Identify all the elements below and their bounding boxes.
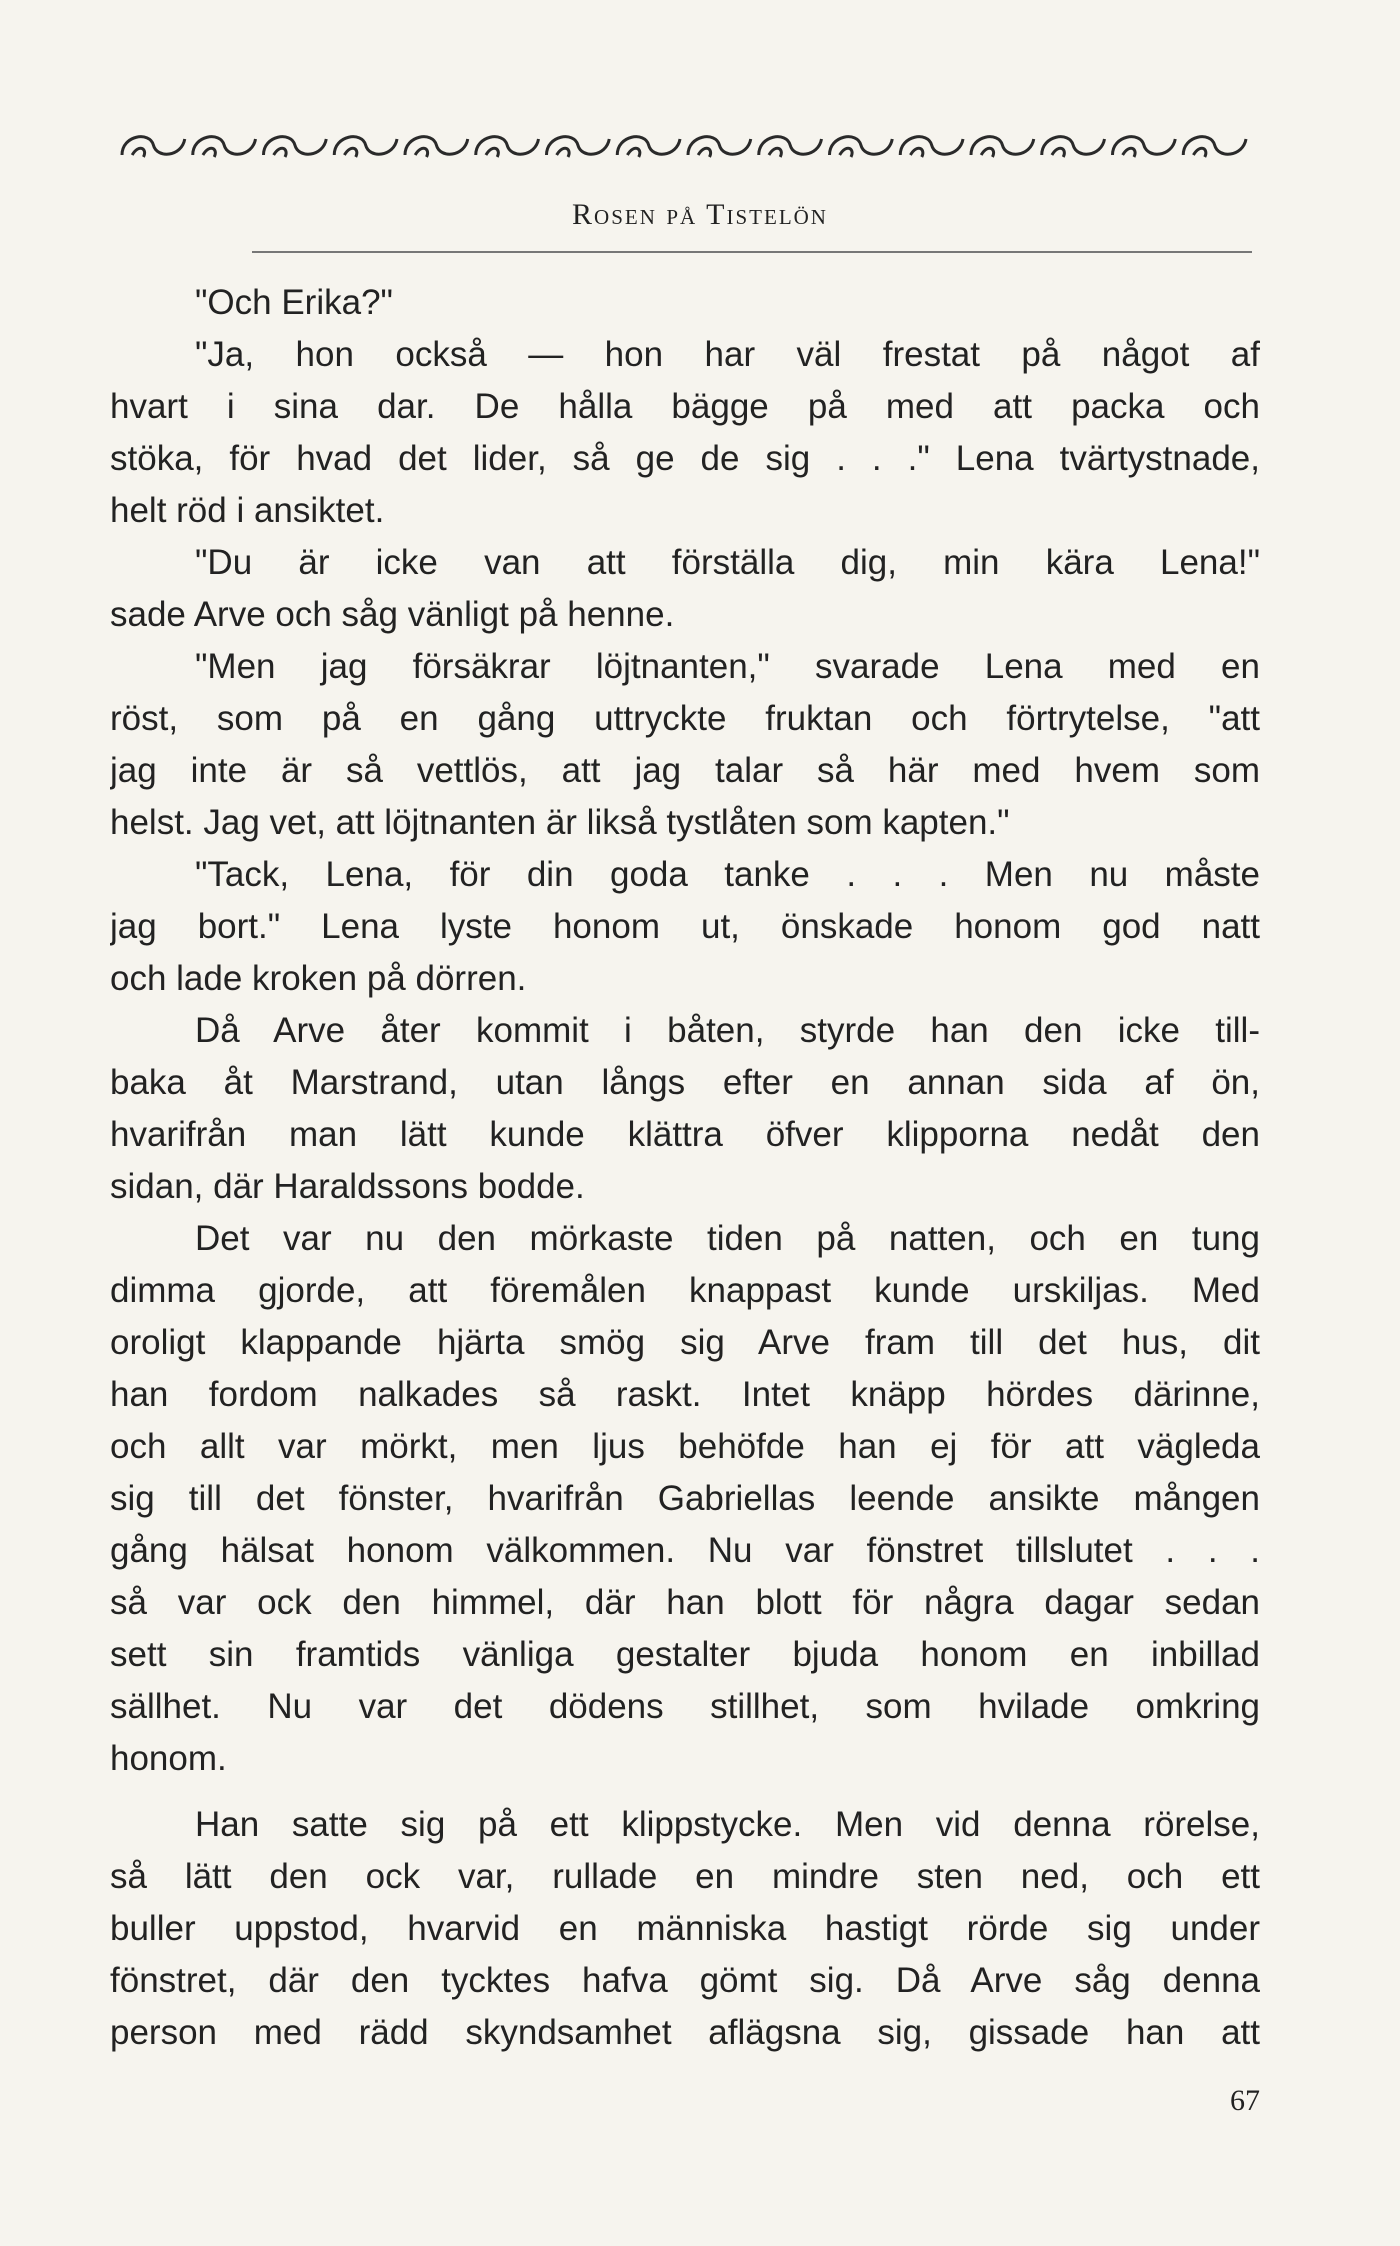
text-line: Då Arve åter kommit i båten, styrde han den icke till- (195, 1011, 1260, 1050)
running-head: Rosen på Tistelön (572, 198, 828, 231)
text-line: fönstret, där den tycktes hafva gömt sig. Då Arve såg denna (110, 1961, 1260, 2000)
ornament-scroll (122, 137, 185, 157)
text-line: han fordom nalkades så raskt. Intet knäpp hördes därinne, (110, 1375, 1260, 1414)
text-line: hvart i sina dar. De hålla bägge på med att packa och (110, 387, 1260, 426)
ornament-scroll (264, 137, 327, 157)
text-line: hvarifrån man lätt kunde klättra öfver klipporna nedåt den (110, 1115, 1260, 1154)
ornament-scroll (547, 137, 610, 157)
text-line: röst, som på en gång uttryckte fruktan och förtrytelse, "att (110, 699, 1260, 738)
text-line: och lade kroken på dörren. (110, 959, 527, 998)
ornament-scroll (900, 137, 963, 157)
text-line: "Tack, Lena, för din goda tanke . . . Men nu måste (195, 855, 1260, 894)
text-line: person med rädd skyndsamhet aflägsna sig, gissade han att (110, 2013, 1260, 2052)
text-line: så lätt den ock var, rullade en mindre sten ned, och ett (110, 1857, 1260, 1896)
text-line: jag inte är så vettlös, att jag talar så här med hvem som (110, 751, 1260, 790)
text-line: "Och Erika?" (195, 283, 393, 322)
text-line: "Men jag försäkrar löjtnanten," svarade Lena med en (195, 647, 1260, 686)
ornament-scroll (1113, 137, 1176, 157)
text-line: så var ock den himmel, där han blott för några dagar sedan (110, 1583, 1260, 1622)
ornament-scroll (193, 137, 256, 157)
text-line: helst. Jag vet, att löjtnanten är likså tystlåten som kapten." (110, 803, 1010, 842)
text-line: "Ja, hon också — hon har väl frestat på något af (195, 335, 1260, 374)
paragraph-gap (110, 1785, 1260, 1799)
ornament-scroll (759, 137, 822, 157)
ornament-scroll (617, 137, 680, 157)
text-line: sett sin framtids vänliga gestalter bjuda honom en inbillad (110, 1635, 1260, 1674)
text-line: sade Arve och såg vänligt på henne. (110, 595, 675, 634)
text-line: Han satte sig på ett klippstycke. Men vid denna rörelse, (195, 1805, 1260, 1844)
decorative-header-ornament (118, 125, 1250, 167)
ornament-scroll (405, 137, 468, 157)
text-line: honom. (110, 1739, 227, 1778)
text-line: sig till det fönster, hvarifrån Gabriellas leende ansikte mången (110, 1479, 1260, 1518)
text-line: Det var nu den mörkaste tiden på natten, och en tung (195, 1219, 1260, 1258)
text-line: "Du är icke van att förställa dig, min kära Lena!" (195, 543, 1260, 582)
text-line: gång hälsat honom välkommen. Nu var fönstret tillslutet . . . (110, 1531, 1260, 1570)
page-body-text (110, 277, 1260, 2059)
text-line: buller uppstod, hvarvid en människa hastigt rörde sig under (110, 1909, 1260, 1948)
ornament-scroll (334, 137, 397, 157)
page-number: 67 (1230, 2084, 1260, 2117)
text-line: dimma gjorde, att föremålen knappast kunde urskiljas. Med (110, 1271, 1260, 1310)
text-line: stöka, för hvad det lider, så ge de sig . . ." Lena tvärtystnade, (110, 439, 1260, 478)
text-line: sällhet. Nu var det dödens stillhet, som hvilade omkring (110, 1687, 1260, 1726)
ornament-scroll (476, 137, 539, 157)
ornament-scroll (1183, 137, 1246, 157)
text-line: baka åt Marstrand, utan långs efter en annan sida af ön, (110, 1063, 1260, 1102)
text-line: helt röd i ansiktet. (110, 491, 385, 530)
text-line: och allt var mörkt, men ljus behöfde han ej för att vägleda (110, 1427, 1260, 1466)
text-line: oroligt klappande hjärta smög sig Arve fram till det hus, dit (110, 1323, 1260, 1362)
ornament-scroll (1042, 137, 1105, 157)
ornament-scroll (688, 137, 751, 157)
ornament-scroll (971, 137, 1034, 157)
text-line: jag bort." Lena lyste honom ut, önskade honom god natt (110, 907, 1260, 946)
ornament-scroll (830, 137, 893, 157)
text-line: sidan, där Haraldssons bodde. (110, 1167, 585, 1206)
header-rule (252, 251, 1252, 253)
